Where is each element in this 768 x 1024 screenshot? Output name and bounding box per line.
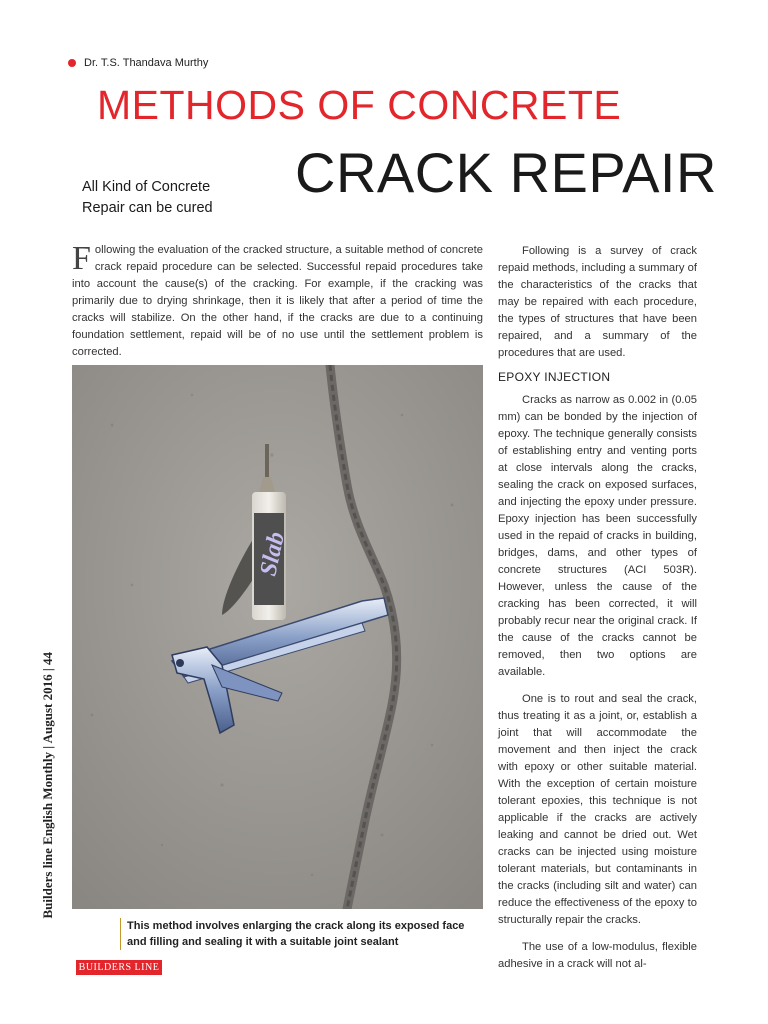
- subtitle: [82, 177, 252, 219]
- intro-paragraph: [72, 242, 483, 361]
- drop-cap: F: [72, 240, 91, 277]
- bullet-dot-icon: [68, 59, 76, 67]
- author-name: Dr. T.S. Thandava Murthy: [84, 57, 209, 69]
- epoxy-paragraph-3: The use of a low-modulus, flexible adhesive in a crack will not al-: [498, 941, 697, 970]
- photo-caption: This method involves enlarging the crack along its exposed face and filling and sealing it with a suitable joint sealant: [120, 918, 487, 950]
- survey-paragraph: Following is a survey of crack repaid methods, including a summary of the characteristics of the cracks that may be repaired with each procedure, the types of structures that have been repaired, and a summary of the procedures that are used.: [498, 245, 697, 359]
- right-column: [498, 243, 697, 983]
- author-byline: [68, 57, 208, 69]
- subtitle-line-1: All Kind of Concrete: [82, 179, 211, 195]
- epoxy-paragraph-1: Cracks as narrow as 0.002 in (0.05 mm) can be bonded by the injection of epoxy. The technique generally consists of establishing entry and venting ports at close intervals along the cracks, sealing the crack on exposed surfaces, and injecting the epoxy under pressure. Epoxy injection has been successfully used in the repaid of cracks in building, bridges, dams, and other types of concrete structures (ACI 503R). However, unless the cause of the cracking has been corrected, it will probably recur near the original crack. If the cause of the cracks cannot be removed, then two options are available.: [498, 394, 697, 678]
- title-line-1: METHODS OF CONCRETE: [97, 82, 622, 128]
- subtitle-line-2: Repair can be cured: [82, 200, 213, 216]
- builders-line-logo: BUILDERS LINE: [76, 960, 162, 975]
- intro-text: ollowing the evaluation of the cracked structure, a suitable method of concrete crack repaid procedure can be selected. Successful repaid procedures take into account the cause(s) of the cracking. For example, if the cracking was primarily due to drying shrinkage, then it is likely that after a period of time the cracks will stabilize. On the other hand, if the cracks are due to a continuing foundation settlement, repaid will be of no use until the settlement problem is corrected.: [72, 244, 483, 358]
- title-line-2: CRACK REPAIR: [295, 141, 717, 204]
- article-photo: [72, 365, 483, 909]
- section-heading-epoxy-injection: EPOXY INJECTION: [498, 370, 611, 384]
- tube-brand-label: Slab: [255, 529, 291, 579]
- publication-footer-vertical: Builders line English Monthly | August 2016 | 44: [40, 652, 55, 919]
- caulk-gun-photo-graphic: [72, 365, 483, 909]
- epoxy-paragraph-2: One is to rout and seal the crack, thus treating it as a joint, or, establish a joint that will accommodate the movement and then inject the crack with epoxy or other suitable material. With the exception of certain moisture tolerant epoxies, this technique is not applicable if the cracks are actively leaking and cannot be dried out. Wet cracks can be injected using moisture tolerant materials, but contaminants in the cracks (including silt and water) can reduce the effectiveness of the epoxy to structurally repair the cracks.: [498, 693, 697, 926]
